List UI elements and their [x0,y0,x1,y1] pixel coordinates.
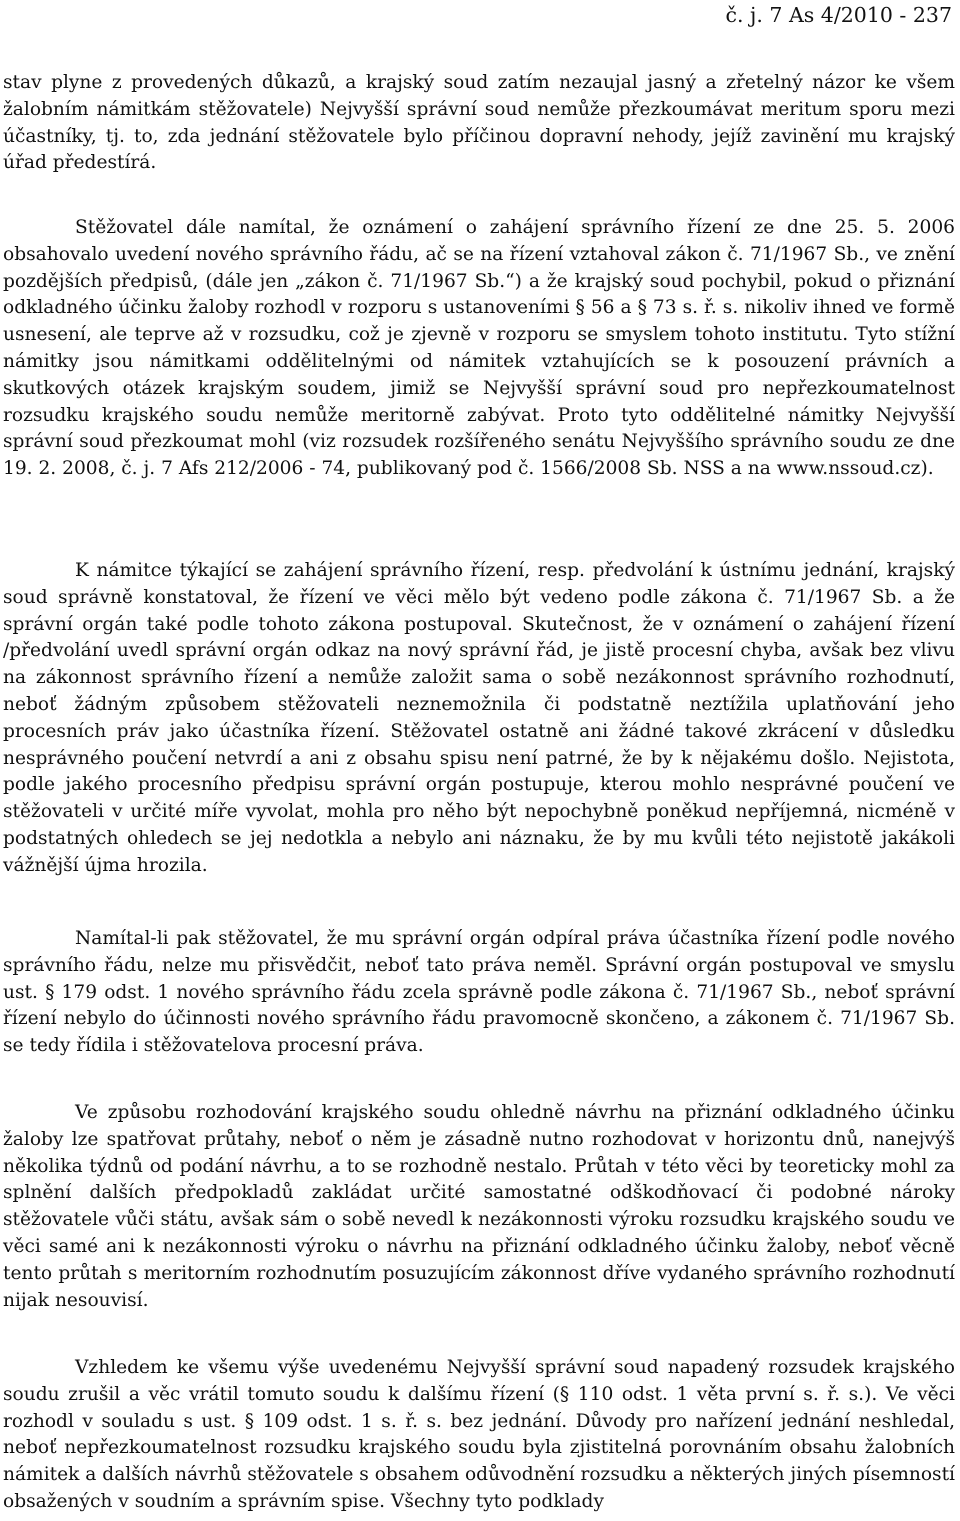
paragraph-conclusion: Vzhledem ke všemu výše uvedenému Nejvyšší správní soud napadený rozsudek krajského soudu zrušil a věc vrátil tomuto soudu k dalšímu řízení (§ 110 odst. 1 věta první s. ř. s.). Ve věci rozhodl v souladu s ust. § 109 odst. 1 s. ř. s. bez jednání. Důvody pro nařízení jednání neshledal, neboť nepřezkoumatelnost rozsudku krajského soudu byla zjistitelná porovnáním obsahu žalobních námitek a dalších návrhů stěžovatele s obsahem odůvodnění rozsudku a některých jiných písemností obsažených v soudním a správním spise. Všechny tyto podklady [3,1357,955,1512]
paragraph-continuation: stav plyne z provedených důkazů, a krajský soud zatím nezaujal jasný a zřetelný názor ke všem žalobním námitkám stěžovatele) Nejvyšší správní soud nemůže přezkoumávat meritum sporu mezi účastníky, tj. to, zda jednání stěžovatele bylo příčinou dopravní nehody, jejíž zavinění mu krajský úřad předestírá. [3,72,955,174]
case-number-header: č. j. 7 As 4/2010 - 237 [725,3,952,27]
paragraph-delays: Ve způsobu rozhodování krajského soudu ohledně návrhu na přiznání odkladného účinku žaloby lze spatřovat průtahy, neboť o něm je zásadně nutno rozhodovat v horizontu dnů, nanejvýš několika týdnů od podání návrhu, a to se rozhodně nestalo. Průtah v této věci by teoreticky mohl za splnění dalších předpokladů zakládat určité samostatné odškodňovací či podobné nároky stěžovatele vůči státu, avšak sám o sobě nevedl k nezákonnosti výroku rozsudku krajského soudu ve věci samé ani k nezákonnosti výroku o návrhu na přiznání odkladného účinku žaloby, neboť věcně tento průtah s meritorním rozhodnutím posuzujícím zákonnost dříve vydaného správního rozhodnutí nijak nesouvisí. [3,1102,955,1311]
paragraph-procedural-rights: Namítal-li pak stěžovatel, že mu správní orgán odpíral práva účastníka řízení podle nového správního řádu, nelze mu přisvědčit, neboť tato práva neměl. Správní orgán postupoval ve smyslu ust. § 179 odst. 1 nového správního řádu zcela správně podle zákona č. 71/1967 Sb., neboť správní řízení nebylo do účinnosti nového správního řádu pravomocně skončeno, a zákonem č. 71/1967 Sb. se tedy řídila i stěžovatelova procesní práva. [3,928,955,1057]
paragraph-objections-notice: Stěžovatel dále namítal, že oznámení o zahájení správního řízení ze dne 25. 5. 2006 obsahovalo uvedení nového správního řádu, ač se na řízení vztahoval zákon č. 71/1967 Sb., ve znění pozdějších předpisů, (dále jen „zákon č. 71/1967 Sb.“) a že krajský soud pochybil, pokud o přiznání odkladného účinku žaloby rozhodl v rozporu s ustanoveními § 56 a § 73 s. ř. s. nikoliv ihned ve formě usnesení, ale teprve až v rozsudku, což je zjevně v rozporu se smyslem tohoto institutu. Tyto stížní námitky jsou námitkami oddělitelnými od námitek vztahujících se k posouzení právních a skutkových otázek krajským soudem, jimiž se Nejvyšší správní soud pro nepřezkoumatelnost rozsudku krajského soudu nemůže meritorně zabývat. Proto tyto oddělitelné námitky Nejvyšší správní soud přezkoumat mohl (viz rozsudek rozšířeného senátu Nejvyššího správního soudu ze dne 19. 2. 2008, č. j. 7 Afs 212/2006 - 74, publikovaný pod č. 1566/2008 Sb. NSS a na www.nssoud.cz). [3,217,955,480]
paragraph-commencement-objection: K námitce týkající se zahájení správního řízení, resp. předvolání k ústnímu jednání, krajský soud správně konstatoval, že řízení ve věci mělo být vedeno podle zákona č. 71/1967 Sb. a že správní orgán také podle tohoto zákona postupoval. Skutečnost, že v oznámení o zahájení řízení /předvolání uvedl správní orgán odkaz na nový správní řád, je jistě procesní chyba, avšak bez vlivu na zákonnost správního řízení a nemůže založit sama o sobě nezákonnost správního rozhodnutí, neboť žádným způsobem stěžovateli neznemožnila či podstatně neztížila uplatňování jeho procesních práv jako účastníka řízení. Stěžovatel ostatně ani žádné takové zkrácení v důsledku nesprávného poučení netvrdí a ani z obsahu spisu není patrné, že by k nějakému došlo. Nejistota, podle jakého procesního předpisu správní orgán postupuje, kterou mohlo nesprávné poučení ve stěžovateli v určité míře vyvolat, mohla pro něho být nepochybně poněkud nepříjemná, nicméně v podstatných ohledech se jej nedotkla a nebylo ani náznaku, že by mu kvůli této nejistotě jakákoli vážnější újma hrozila. [3,560,955,876]
